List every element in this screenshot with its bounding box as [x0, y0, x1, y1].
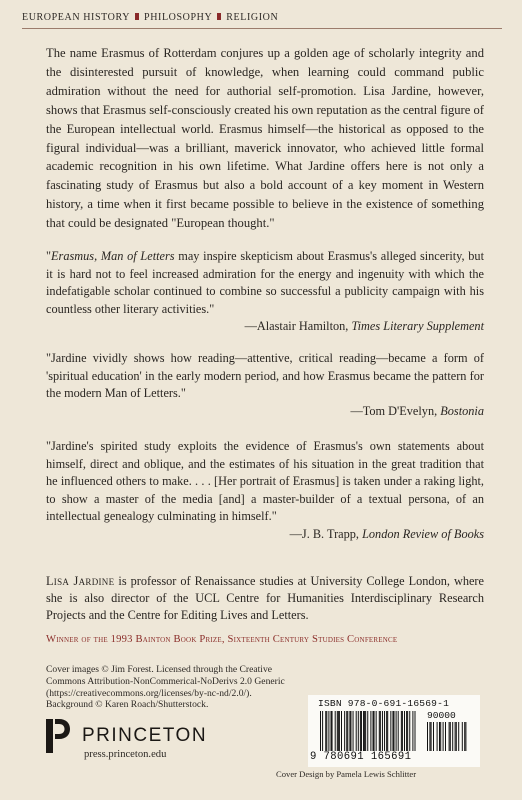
- barcode-digits: 9 780691 165691: [310, 751, 412, 763]
- description-blurb: [46, 44, 484, 233]
- quote-2-attribution: —Tom D'Evelyn, Bostonia: [350, 403, 484, 418]
- review-quote-3: [46, 438, 484, 544]
- quote-1-attribution: —Alastair Hamilton, Times Literary Supplement: [244, 319, 484, 334]
- publisher-name: PRINCETON: [82, 725, 208, 746]
- princeton-logo-icon: [46, 719, 70, 753]
- separator-mark: [217, 13, 221, 20]
- publisher-url: press.princeton.edu: [84, 749, 167, 760]
- author-bio: Lisa Jardine is professor of Renaissance studies at University College London, where she is also director of the UCL Centre for Humanities Interdisciplinary Research Projects and the Centre for Editing Lives and Letters.: [46, 574, 484, 623]
- quote-3-attribution: —J. B. Trapp, London Review of Books: [289, 526, 484, 541]
- author-name: Lisa Jardine: [46, 574, 115, 588]
- category-history: EUROPEAN HISTORY: [22, 12, 131, 23]
- blurb-text: The name Erasmus of Rotterdam conjures up a golden age of scholarly integrity and the disinterested pursuit of knowledge, when learning could command public admiration without the need for authorial self-promotion. Lisa Jardine, however, shows that Erasmus self-consciously created his own reputation as the central figure of the European intellectual world. Erasmus himself—the historical as opposed to the figural individual—was a brilliant, maverick innovator, who achieved little formal academic recognition in his own lifetime. What Jardine offers here is not only a fascinating study of Erasmus but also a bold account of a key moment in Western history, a time when it first became possible to believe in the existence of something that could be designated "European thought.": [46, 46, 484, 231]
- category-philosophy: PHILOSOPHY: [144, 12, 213, 23]
- category-religion: RELIGION: [226, 12, 279, 23]
- image-credits: Cover images © Jim Forest. Licensed through the Creative Commons Attribution-NonCommerical-NoDerivs 2.0 Generic (https://creativecommons.org/licenses/by-nc-nd/2.0/). Background © Karen Roach/Shutterstock.: [46, 664, 285, 711]
- header-rule: [22, 28, 502, 29]
- award-line: Winner of the 1993 Bainton Book Prize, Sixteenth Century Studies Conference: [46, 634, 398, 645]
- design-credit: Cover Design by Pamela Lewis Schlitter: [276, 769, 417, 779]
- barcode-panel: [308, 695, 480, 767]
- separator-mark: [135, 13, 139, 20]
- isbn-text: ISBN 978-0-691-16569-1: [318, 698, 450, 709]
- review-quote-2: [46, 350, 484, 420]
- quote-3-text: "Jardine's spirited study exploits the evidence of Erasmus's own statements about himself, direct and oblique, and the estimates of his situation in the great tradition that he influenced others to make. . . . [Her portrait of Erasmus] is taken under a raking light, to show a master of the media [and] a master-builder of a textual persona, of an intellectual genealogy culminating in himself.": [46, 439, 484, 524]
- quote-1-text: "Erasmus, Man of Letters may inspire skepticism about Erasmus's alleged sincerity, but it is hard not to feel increased admiration for the energy and ingenuity with which the indefatigable scholar continued to combine so successful a publicity campaign with his countless other literary activities.": [46, 249, 485, 316]
- quote-2-text: "Jardine vividly shows how reading—attentive, critical reading—became a form of 'spiritual education' in the early modern period, and how Erasmus became the pattern for the modern Man of Letters.": [46, 351, 484, 401]
- price-code: 90000: [427, 710, 456, 721]
- review-quote-1: [46, 248, 484, 336]
- category-line: [22, 12, 502, 23]
- quote-1-book-title: Erasmus, Man of Letters: [51, 249, 175, 263]
